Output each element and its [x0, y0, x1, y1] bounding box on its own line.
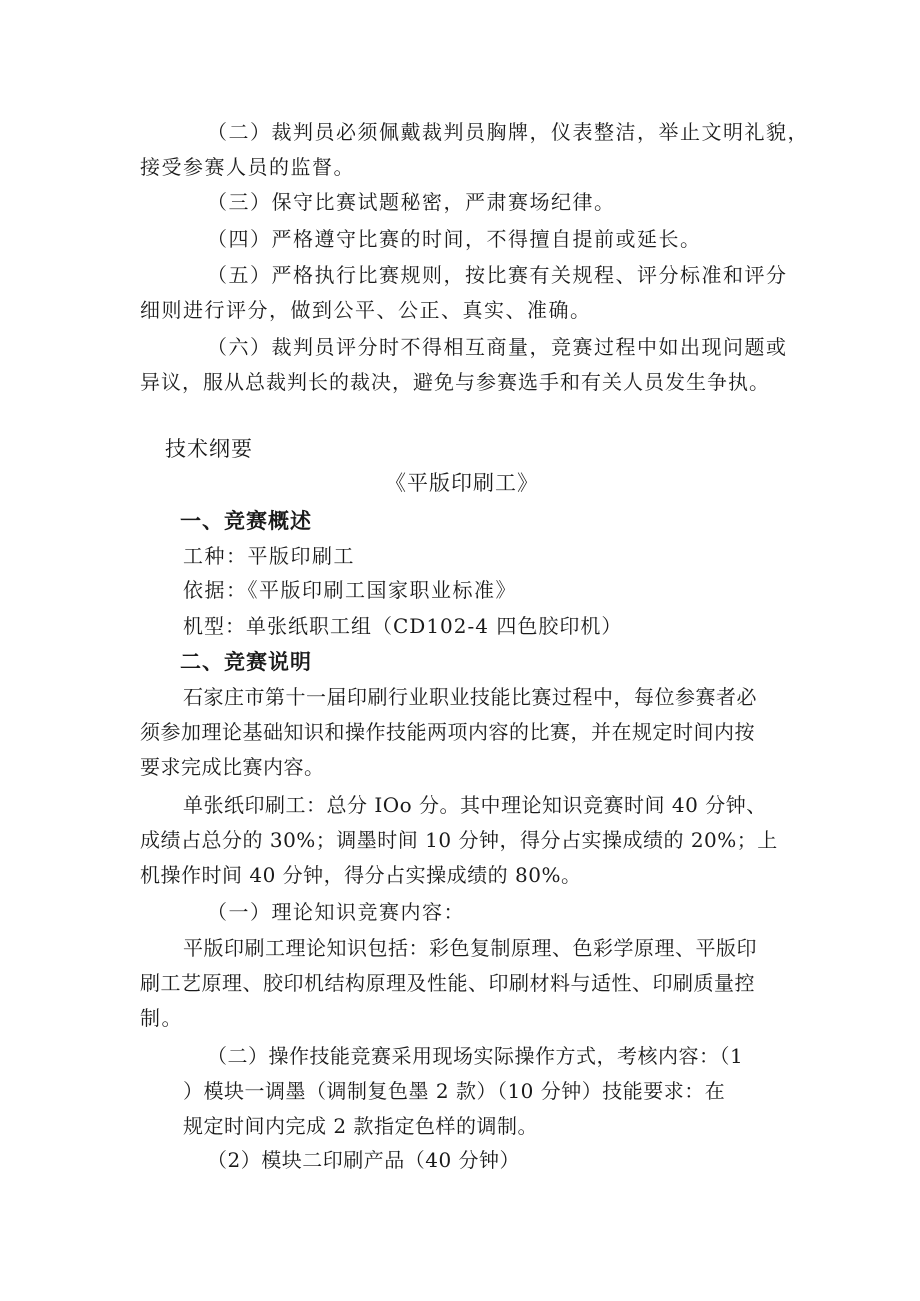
rule-4: （四）严格遵守比赛的时间，不得擅自提前或延长。: [207, 227, 702, 251]
section-heading-description: 二、竞赛说明: [180, 650, 312, 674]
intro-line-3: 要求完成比赛内容。: [140, 755, 325, 779]
rule-6-line-1: （六）裁判员评分时不得相互商量，竞赛过程中如出现问题或: [207, 335, 788, 359]
rule-2-line-1: （二）裁判员必须佩戴裁判员胸牌，仪表整洁，举止文明礼貌，: [207, 120, 809, 144]
rule-5-line-1: （五）严格执行比赛规则，按比赛有关规程、评分标准和评分: [207, 263, 788, 287]
section-heading-overview: 一、竞赛概述: [180, 509, 312, 533]
module-2: （2）模块二印刷产品（40 分钟）: [207, 1148, 521, 1172]
skill-line-2: ）模块一调墨（调制复色墨 2 款）（10 分钟）技能要求：在: [183, 1079, 726, 1103]
theory-line-1: 平版印刷工理论知识包括：彩色复制原理、色彩学原理、平版印: [183, 936, 757, 960]
rule-6-line-2: 异议，服从总裁判长的裁决，避免与参赛选手和有关人员发生争执。: [140, 370, 770, 394]
score-line-2: 成绩占总分的 30%；调墨时间 10 分钟，得分占实操成绩的 20%；上: [140, 828, 778, 852]
outline-label: 技术纲要: [165, 437, 253, 461]
basis: 依据：《平版印刷工国家职业标准》: [183, 578, 517, 602]
skill-line-3: 规定时间内完成 2 款指定色样的调制。: [183, 1114, 538, 1138]
theory-heading: （一）理论知识竞赛内容：: [207, 900, 465, 924]
rule-2-line-2: 接受参赛人员的监督。: [140, 155, 355, 179]
theory-line-3: 制。: [140, 1006, 183, 1030]
score-line-3: 机操作时间 40 分钟，得分占实操成绩的 80%。: [140, 863, 582, 887]
score-line-1: 单张纸印刷工：总分 IOo 分。其中理论知识竞赛时间 40 分钟、: [183, 793, 767, 817]
rule-3: （三）保守比赛试题秘密，严肃赛场纪律。: [207, 190, 616, 214]
rule-5-line-2: 细则进行评分，做到公平、公正、真实、准确。: [140, 298, 592, 322]
intro-line-2: 须参加理论基础知识和操作技能两项内容的比赛，并在规定时间内按: [140, 720, 755, 744]
skill-line-1: （二）操作技能竞赛采用现场实际操作方式，考核内容：（1: [207, 1044, 744, 1068]
theory-line-2: 刷工艺原理、胶印机结构原理及性能、印刷材料与适性、印刷质量控: [140, 971, 755, 995]
job-type: 工种：平版印刷工: [183, 544, 355, 568]
intro-line-1: 石家庄市第十一届印刷行业职业技能比赛过程中，每位参赛者必: [183, 685, 757, 709]
machine-model: 机型：单张纸职工组（CD102-4 四色胶印机）: [183, 614, 623, 638]
outline-title: 《平版印刷工》: [385, 471, 539, 495]
